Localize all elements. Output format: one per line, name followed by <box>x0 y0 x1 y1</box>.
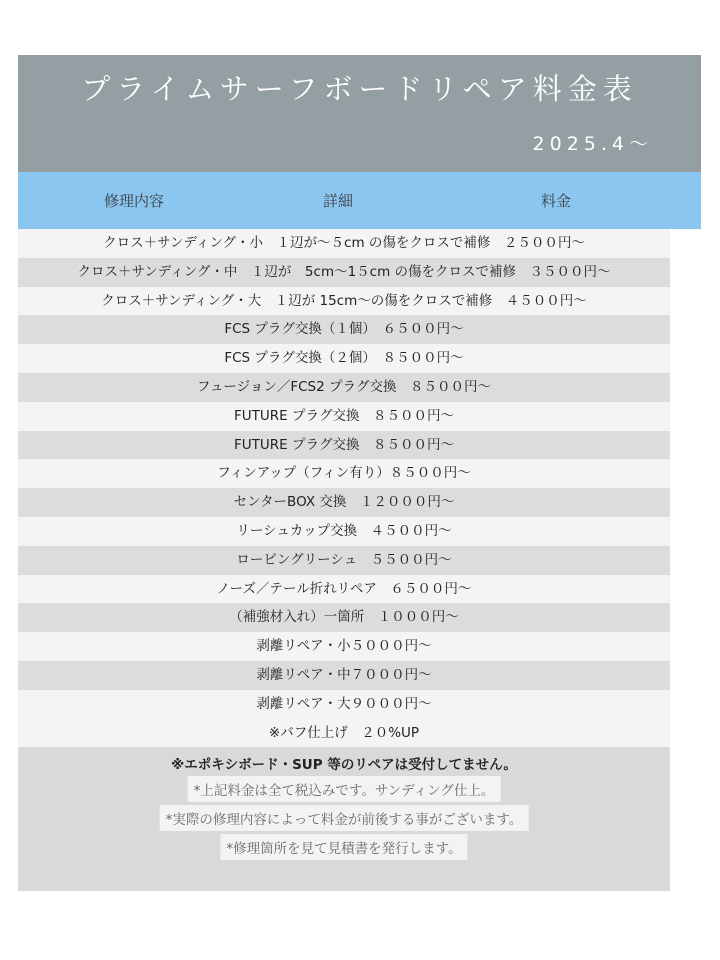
price-row: FUTURE プラグ交換 ８５００円～ <box>18 431 670 460</box>
price-row: 剥離リペア・小５０００円～ <box>18 632 670 661</box>
epoxy-warning: ※エポキシボード・SUP 等のリペアは受付してません。 <box>171 757 517 773</box>
note-tax-included: *上記料金は全て税込みです。サンディング仕上。 <box>188 776 501 802</box>
price-row: フュージョン／FCS2 プラグ交換 ８５００円～ <box>18 373 670 402</box>
price-list <box>18 229 670 747</box>
price-row: フィンアップ（フィン有り）８５００円～ <box>18 459 670 488</box>
price-row: FCS プラグ交換（２個） ８５００円～ <box>18 344 670 373</box>
note-price-variation: *実際の修理内容によって料金が前後する事がございます。 <box>160 805 529 831</box>
price-row: クロス＋サンディング・小 １辺が～５cm の傷をクロスで補修 ２５００円～ <box>18 229 670 258</box>
price-row: ノーズ／テール折れリペア ６５００円～ <box>18 575 670 604</box>
notes-section <box>18 747 670 891</box>
price-row: ロービングリーシュ ５５００円～ <box>18 546 670 575</box>
price-row: FCS プラグ交換（１個） ６５００円～ <box>18 315 670 344</box>
note-estimate: *修理箇所を見て見積書を発行します。 <box>220 834 467 860</box>
price-row: クロス＋サンディング・中 １辺が 5cm～1５cm の傷をクロスで補修 ３５００円～ <box>18 258 670 287</box>
header-banner <box>18 55 701 172</box>
effective-date: 2025.4～ <box>532 133 653 155</box>
price-row: 剥離リペア・大９０００円～ <box>18 690 670 719</box>
column-price-label: 料金 <box>541 192 572 210</box>
column-detail-label: 詳細 <box>323 192 354 210</box>
price-row: ※バフ仕上げ ２０%UP <box>18 719 670 748</box>
price-row: センターBOX 交換 １２０００円～ <box>18 488 670 517</box>
column-header <box>18 172 701 229</box>
column-item-label: 修理内容 <box>104 192 165 210</box>
price-row: クロス＋サンディング・大 １辺が 15cm～の傷をクロスで補修 ４５００円～ <box>18 287 670 316</box>
price-row: 剥離リペア・中７０００円～ <box>18 661 670 690</box>
price-row: リーシュカップ交換 ４５００円～ <box>18 517 670 546</box>
price-row: （補強材入れ）一箇所 １０００円～ <box>18 603 670 632</box>
price-row: FUTURE プラグ交換 ８５００円～ <box>18 402 670 431</box>
page-title: プライムサーフボードリペア料金表 <box>81 72 638 106</box>
